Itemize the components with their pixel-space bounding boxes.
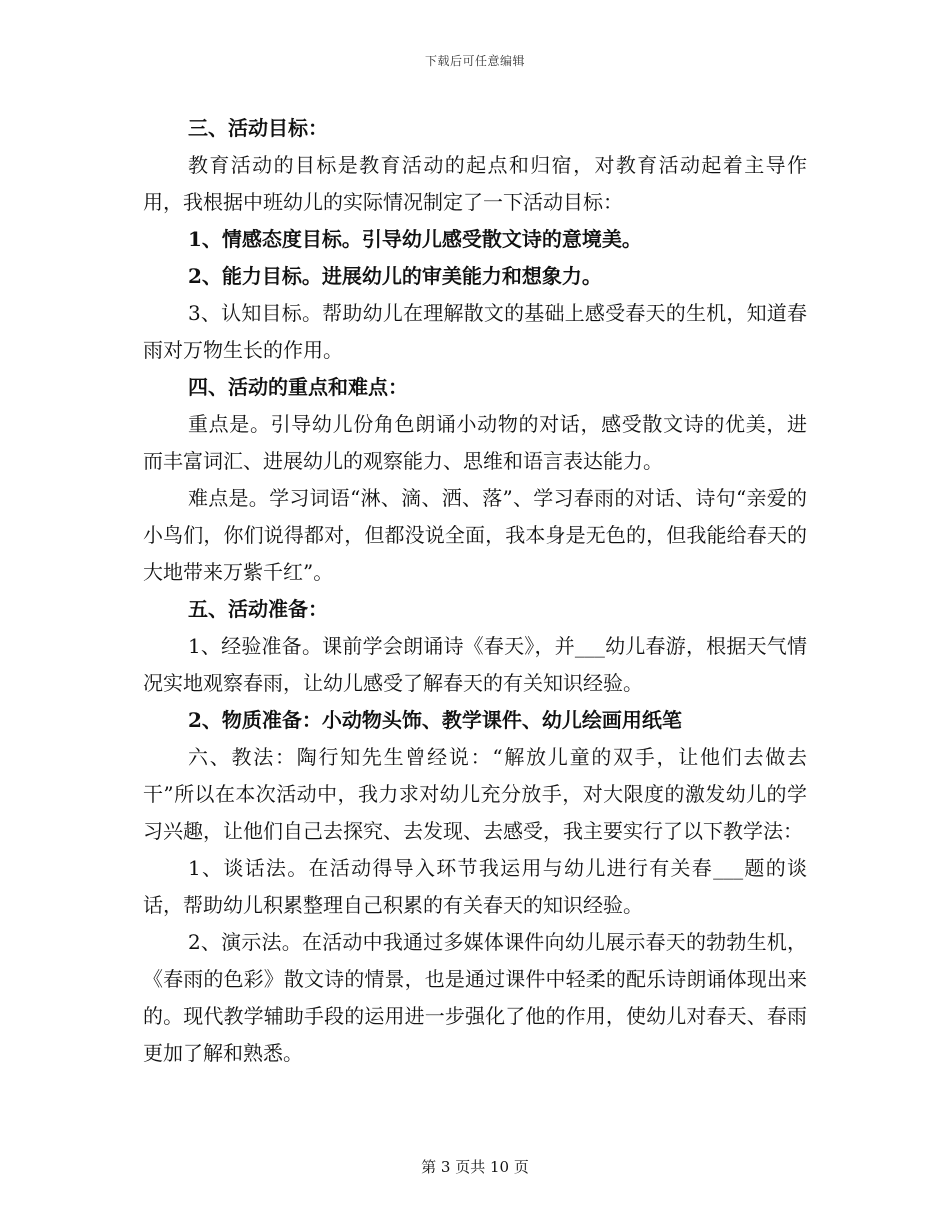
paragraph-experience-prep: 1、经验准备。课前学会朗诵诗《春天》，并___幼儿春游，根据天气情况实地观察春雨，让幼儿感受了解春天的有关知识经验。 [143, 634, 807, 695]
paragraph-material-prep: 2、物质准备：小动物头饰、教学课件、幼儿绘画用纸笔 [188, 708, 682, 732]
objective-ability: 2、能力目标。进展幼儿的审美能力和想象力。 [188, 264, 602, 288]
paragraph-conversation-method: 1、谈话法。在活动得导入环节我运用与幼儿进行有关春___题的谈话，帮助幼儿积累整理自己积累的有关春天的知识经验。 [143, 856, 807, 917]
section-heading-preparation: 五、活动准备： [188, 597, 328, 621]
document-body [143, 110, 807, 1072]
page-header: 下载后可任意编辑 [424, 54, 525, 68]
objective-cognitive: 3、认知目标。帮助幼儿在理解散文的基础上感受春天的生机，知道春雨对万物生长的作用。 [143, 301, 807, 362]
paragraph-teaching-methods: 六、教法：陶行知先生曾经说：“解放儿童的双手，让他们去做去干”所以在本次活动中，我力求对幼儿充分放手，对大限度的激发幼儿的学习兴趣，让他们自己去探究、去发现、去感受，我主要实行了以下教学法： [143, 745, 807, 843]
section-heading-key-points: 四、活动的重点和难点： [188, 375, 408, 399]
paragraph-key-points: 重点是。引导幼儿份角色朗诵小动物的对话，感受散文诗的优美，进而丰富词汇、进展幼儿的观察能力、思维和语言表达能力。 [143, 412, 807, 473]
paragraph-demonstration-method: 2、演示法。在活动中我通过多媒体课件向幼儿展示春天的勃勃生机，《春雨的色彩》散文诗的情景，也是通过课件中轻柔的配乐诗朗诵体现出来的。现代教学辅助手段的运用进一步强化了他的作用，使幼儿对春天、春雨更加了解和熟悉。 [143, 930, 807, 1065]
objective-emotional: 1、情感态度目标。引导幼儿感受散文诗的意境美。 [188, 227, 642, 251]
paragraph-objectives-intro: 教育活动的目标是教育活动的起点和归宿，对教育活动起着主导作用，我根据中班幼儿的实际情况制定了一下活动目标： [143, 153, 807, 214]
page-footer: 第 3 页共 10 页 [421, 1158, 529, 1176]
paragraph-difficulties: 难点是。学习词语“淋、滴、洒、落”、学习春雨的对话、诗句“亲爱的小鸟们，你们说得都对，但都没说全面，我本身是无色的，但我能给春天的大地带来万紫千红”。 [143, 486, 807, 584]
section-heading-objectives: 三、活动目标： [188, 116, 328, 140]
